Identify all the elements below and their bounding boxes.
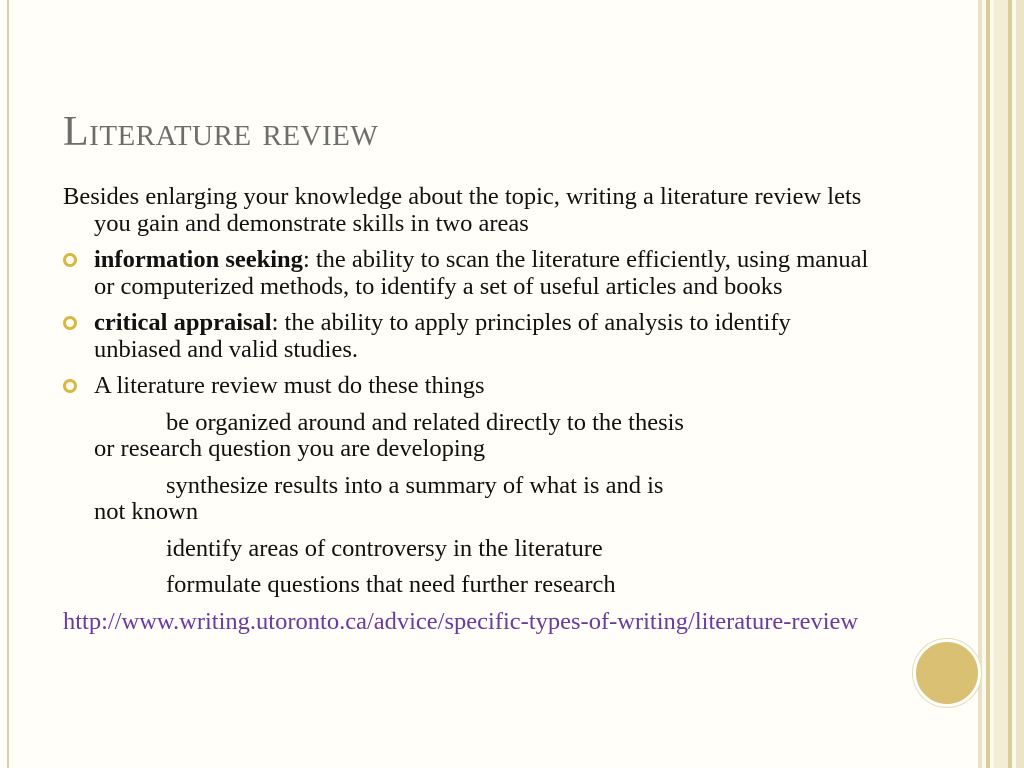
left-border-line <box>7 0 9 768</box>
sub-item-continuation: or research question you are developing <box>94 435 486 462</box>
slide-title: Literature review <box>63 109 379 155</box>
bullet-circle-icon <box>63 253 77 267</box>
bullet-text: : the ability to scan the literature efficiently, using manual or computerized methods, to identify a set of useful articles and books <box>94 246 869 300</box>
stripe <box>994 0 1008 768</box>
bullet-text: A literature review must do these things <box>94 372 485 399</box>
right-decorative-stripes <box>978 0 1024 768</box>
sub-item <box>63 572 883 599</box>
stripe <box>1016 0 1024 768</box>
bullet-text: : the ability to apply principles of analysis to identify unbiased and valid studies. <box>94 309 791 363</box>
bullet-bold-term: critical appraisal <box>94 309 272 336</box>
bullet-item <box>63 247 883 300</box>
bullet-item <box>63 310 883 363</box>
sub-item-text: synthesize results into a summary of what is and is <box>166 471 664 499</box>
sub-item-text: identify areas of controversy in the literature <box>166 534 603 562</box>
reference-link[interactable]: http://www.writing.utoronto.ca/advice/specific-types-of-writing/literature-review <box>63 607 859 635</box>
decorative-circle <box>913 639 981 707</box>
sub-item-text: be organized around and related directly to the thesis <box>166 408 684 436</box>
stripe <box>1008 0 1012 768</box>
intro-paragraph: Besides enlarging your knowledge about the topic, writing a literature review lets you gain and demonstrate skills in two areas <box>63 183 862 237</box>
bullet-circle-icon <box>63 379 77 393</box>
sub-item <box>63 410 883 463</box>
slide-body <box>63 184 883 635</box>
bullet-bold-term: information seeking <box>94 246 303 273</box>
stripe <box>978 0 982 768</box>
sub-item <box>63 473 883 526</box>
sub-item-text: formulate questions that need further research <box>166 571 616 598</box>
bullet-circle-icon <box>63 316 77 330</box>
bullet-item <box>63 373 883 400</box>
stripe <box>986 0 990 768</box>
sub-item-continuation: not known <box>94 498 199 525</box>
sub-item <box>63 536 883 563</box>
